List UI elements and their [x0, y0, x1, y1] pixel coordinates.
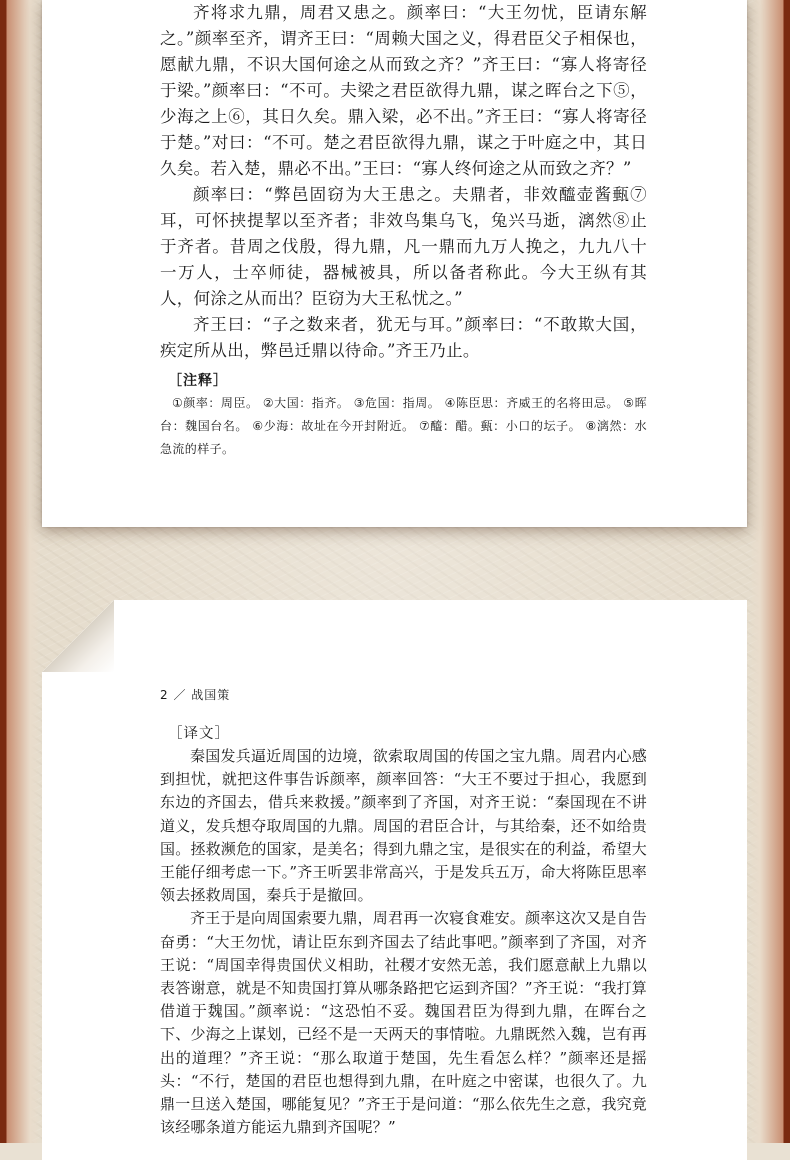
top-page-content — [160, 0, 647, 461]
translation-paragraph-1: 秦国发兵逼近周国的边境，欲索取周国的传国之宝九鼎。周君内心感到担忧，就把这件事告诉颜率，颜率回答：“大王不要过于担心，我愿到东边的齐国去，借兵来救援。”颜率到了齐国，对齐王说：“秦国现在不讲道义，发兵想夺取周国的九鼎。周国的君臣合计，与其给秦，还不如给贵国。拯救濒危的国家，是美名；得到九鼎之宝，是很实在的利益，希望大王能仔细考虑一下。”齐王听罢非常高兴，于是发兵五万，命大将陈臣思率领去拯救周国，秦兵于是撤回。 — [160, 747, 647, 905]
classical-paragraph-2: 颜率曰：“弊邑固窃为大王患之。夫鼎者，非效醯壶酱甀⑦耳，可怀挟提挈以至齐者；非效鸟集乌飞，兔兴马逝，漓然⑧止于齐者。昔周之伐殷，得九鼎，凡一鼎而九万人挽之，九九八十一万人，士卒师徒，器械被具，所以备者称此。今大王纵有其人，何涂之从而出？臣窃为大王私忧之。” — [160, 185, 647, 308]
running-head: 2 ／ 战国策 — [160, 688, 231, 702]
classical-paragraph-1: 齐将求九鼎，周君又患之。颜率曰：“大王勿忧，臣请东解之。”颜率至齐，谓齐王曰：“周赖大国之义，得君臣父子相保也，愿献九鼎，不识大国何途之从而致之齐？”齐王曰：“寡人将寄径于梁。”颜率曰：“不可。夫梁之君臣欲得九鼎，谋之晖台之下⑤，少海之上⑥，其日久矣。鼎入梁，必不出。”齐王曰：“寡人将寄径于楚。”对曰：“不可。楚之君臣欲得九鼎，谋之于叶庭之中，其日久矣。若入楚，鼎必不出。”王曰：“寡人终何途之从而致之齐？” — [160, 3, 647, 178]
translation-heading: ［译文］ — [168, 726, 230, 742]
left-frame-border — [0, 0, 40, 1143]
translation-paragraph-2: 齐王于是向周国索要九鼎，周君再一次寝食难安。颜率这次又是自告奋勇：“大王勿忧，请让臣东到齐国去了结此事吧。”颜率到了齐国，对齐王说：“周国幸得贵国伏义相助，社稷才安然无恙，我们愿意献上九鼎以表答谢意，就是不知贵国打算从哪条路把它运到齐国？”齐王说：“我打算借道于魏国。”颜率说：“这恐怕不妥。魏国君臣为得到九鼎，在晖台之下、少海之上谋划，已经不是一天两天的事情啦。九鼎既然入魏，岂有再出的道理？”齐王说：“那么取道于楚国，先生看怎么样？”颜率还是摇头：“不行，楚国的君臣也想得到九鼎，在叶庭之中密谋，也很久了。九鼎一旦送入楚国，哪能复见？”齐王于是问道：“那么依先生之意，我究竟该经哪条道方能运九鼎到齐国呢？” — [160, 909, 647, 1137]
notes-heading: ［注释］ — [168, 373, 228, 389]
bottom-page-content — [160, 722, 647, 1139]
classical-paragraph-3: 齐王曰：“子之数来者，犹无与耳。”颜率曰：“不敢欺大国，疾定所从出，弊邑迁鼎以待命。”齐王乃止。 — [160, 315, 647, 360]
right-frame-border — [750, 0, 790, 1143]
notes-text: ①颜率：周臣。 ②大国：指齐。 ③危国：指周。 ④陈臣思：齐威王的名将田忌。 ⑤晖台：魏国台名。 ⑥少海：故址在今开封附近。 ⑦醯：醋。甀：小口的坛子。 ⑧漓然：水急流的样子。 — [160, 396, 647, 456]
